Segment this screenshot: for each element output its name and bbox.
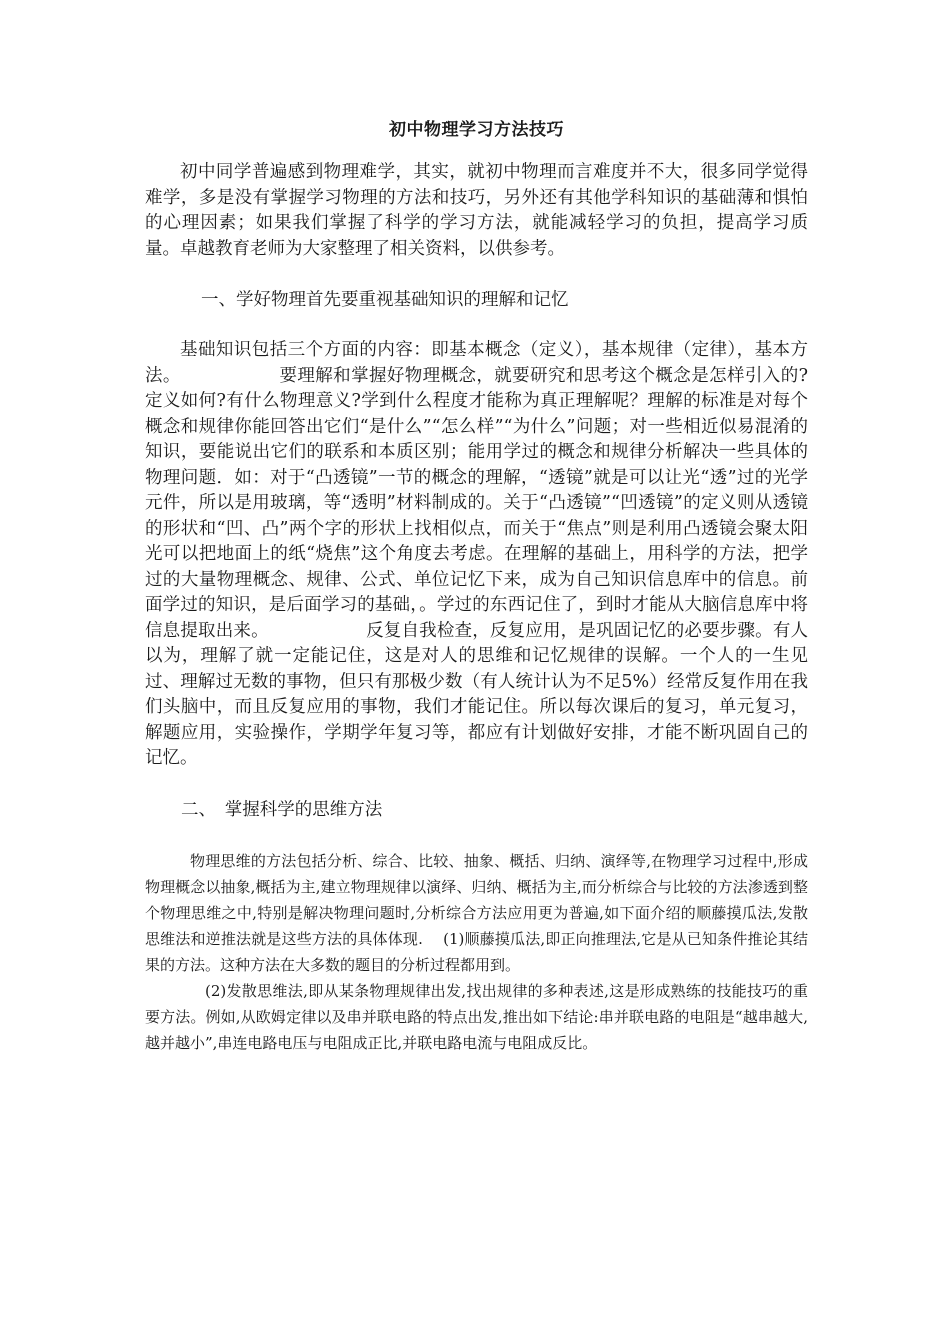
section-2-paragraph-2: (2)发散思维法,即从某条物理规律出发,找出规律的多种表述,这是形成熟练的技能技巧的重要方法。例如,从欧姆定律以及串并联电路的特点出发,推出如下结论:串并联电路的电阻是“越串越大,越并越小”,串连电路电压与电阻成正比,并联电路电流与电阻成反比。 xyxy=(145,981,808,1052)
spacer xyxy=(145,313,808,338)
spacer xyxy=(145,772,808,797)
section-1-paragraph: 基础知识包括三个方面的内容：即基本概念（定义），基本规律（定律），基本方法。 要理解和掌握好物理概念，就要研究和思考这个概念是怎样引入的?定义如何?有什么物理意义?学到什么程度才能称为真正理解呢？理解的标准是对每个概念和规律你能回答出它们“是什么”“怎么样”“为什么”问题；对一些相近似易混淆的知识，要能说出它们的联系和本质区别；能用学过的概念和规律分析解决一些具体的物理问题．如：对于“凸透镜”一节的概念的理解，“透镜”就是可以让光“透”过的光学元件，所以是用玻璃，等“透明”材料制成的。关于“凸透镜”“凹透镜”的定义则从透镜的形状和“凹、凸”两个字的形状上找相似点，而关于“焦点”则是利用凸透镜会聚太阳光可以把地面上的纸“烧焦”这个角度去考虑。在理解的基础上，用科学的方法，把学过的大量物理概念、规律、公式、单位记忆下来，成为自己知识信息库中的信息。前面学过的知识，是后面学习的基础，。学过的东西记住了，到时才能从大脑信息库中将信息提取出来。 反复自我检查，反复应用，是巩固记忆的必要步骤。有人以为，理解了就一定能记住，这是对人的思维和记忆规律的误解。一个人的一生见过、理解过无数的事物，但只有那极少数（有人统计认为不足5%）经常反复作用在我们头脑中，而且反复应用的事物，我们才能记住。所以每次课后的复习，单元复习，解题应用，实验操作，学期学年复习等，都应有计划做好安排，才能不断巩固自己的记忆。 xyxy=(145,340,808,768)
section-2-paragraph-1: 物理思维的方法包括分析、综合、比较、抽象、概括、归纳、演绎等,在物理学习过程中,形成物理概念以抽象,概括为主,建立物理规律以演绎、归纳、概括为主,而分析综合与比较的方法渗透到整个物理思维之中,特别是解决物理问题时,分析综合方法应用更为普遍,如下面介绍的顺藤摸瓜法,发散思维法和逆推法就是这些方法的具体体现. (1)顺藤摸瓜法,即正向推理法,它是从已知条件推论其结果的方法。这种方法在大多数的题目的分析过程都用到。 xyxy=(145,851,808,974)
intro-paragraph: 初中同学普遍感到物理难学，其实，就初中物理而言难度并不大，很多同学觉得难学，多是没有掌握学习物理的方法和技巧，另外还有其他学科知识的基础薄和惧怕的心理因素；如果我们掌握了科学的学习方法，就能减轻学习的负担，提高学习质量。卓越教育老师为大家整理了相关资料，以供参考。 xyxy=(145,162,808,259)
section-1-heading: 一、学好物理首先要重视基础知识的理解和记忆 xyxy=(201,290,569,310)
document-title: 初中物理学习方法技巧 xyxy=(389,120,564,140)
spacer xyxy=(145,823,808,848)
section-2-heading: 二、 掌握科学的思维方法 xyxy=(181,799,383,820)
document-page xyxy=(145,118,808,1056)
spacer xyxy=(145,262,808,287)
